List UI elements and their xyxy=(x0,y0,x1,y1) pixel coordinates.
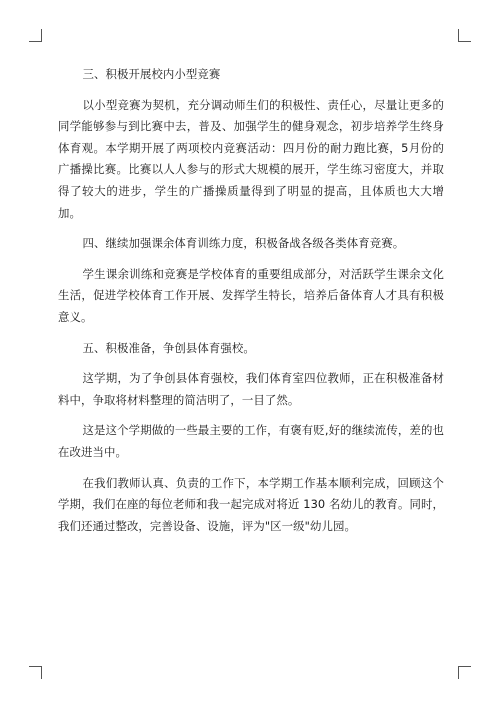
section-heading-5: 五、积极准备，争创县体育强校。 xyxy=(82,340,255,355)
crop-mark-top-right xyxy=(458,29,471,42)
crop-mark-bottom-left xyxy=(29,666,42,679)
document-body xyxy=(58,64,444,546)
crop-mark-bottom-right xyxy=(458,666,471,679)
section-3-paragraph: 以小型竞赛为契机，充分调动师生们的积极性、责任心，尽量让更多的同学能够参与到比赛中去，普及、加强学生的健身观念，初步培养学生终身体育观。本学期开展了两项校内竞赛活动：四月份的耐力跑比赛，5月份的广播操比赛。比赛以人人参与的形式大规模的展开，学生练习密度大，并取得了较大的进步，学生的广播操质量得到了明显的提高，且体质也大大增加。 xyxy=(58,97,444,220)
crop-mark-top-left xyxy=(29,29,42,42)
section-5-paragraph: 这学期，为了争创县体育强校，我们体育室四位教师，正在积极准备材料中，争取将材料整理的简洁明了，一目了然。 xyxy=(58,371,444,407)
closing-paragraph: 在我们教师认真、负责的工作下，本学期工作基本顺利完成，回顾这个学期，我们在座的每位老师和我一起完成对将近 130 名幼儿的教育。同时，我们还通过整改，完善设备、设施，评为"区一级"幼儿园。 xyxy=(58,475,444,533)
section-heading-4: 四、继续加强课余体育训练力度，积极备战各级各类体育竞赛。 xyxy=(82,236,405,251)
section-4-paragraph: 学生课余训练和竞赛是学校体育的重要组成部分，对活跃学生课余文化生活，促进学校体育工作开展、发挥学生特长，培养后备体育人才具有积极意义。 xyxy=(58,266,444,324)
section-heading-3: 三、积极开展校内小型竞赛 xyxy=(82,67,221,81)
summary-paragraph: 这是这个学期做的一些最主要的工作，有褒有贬,好的继续流传，差的也在改进当中。 xyxy=(58,423,444,459)
